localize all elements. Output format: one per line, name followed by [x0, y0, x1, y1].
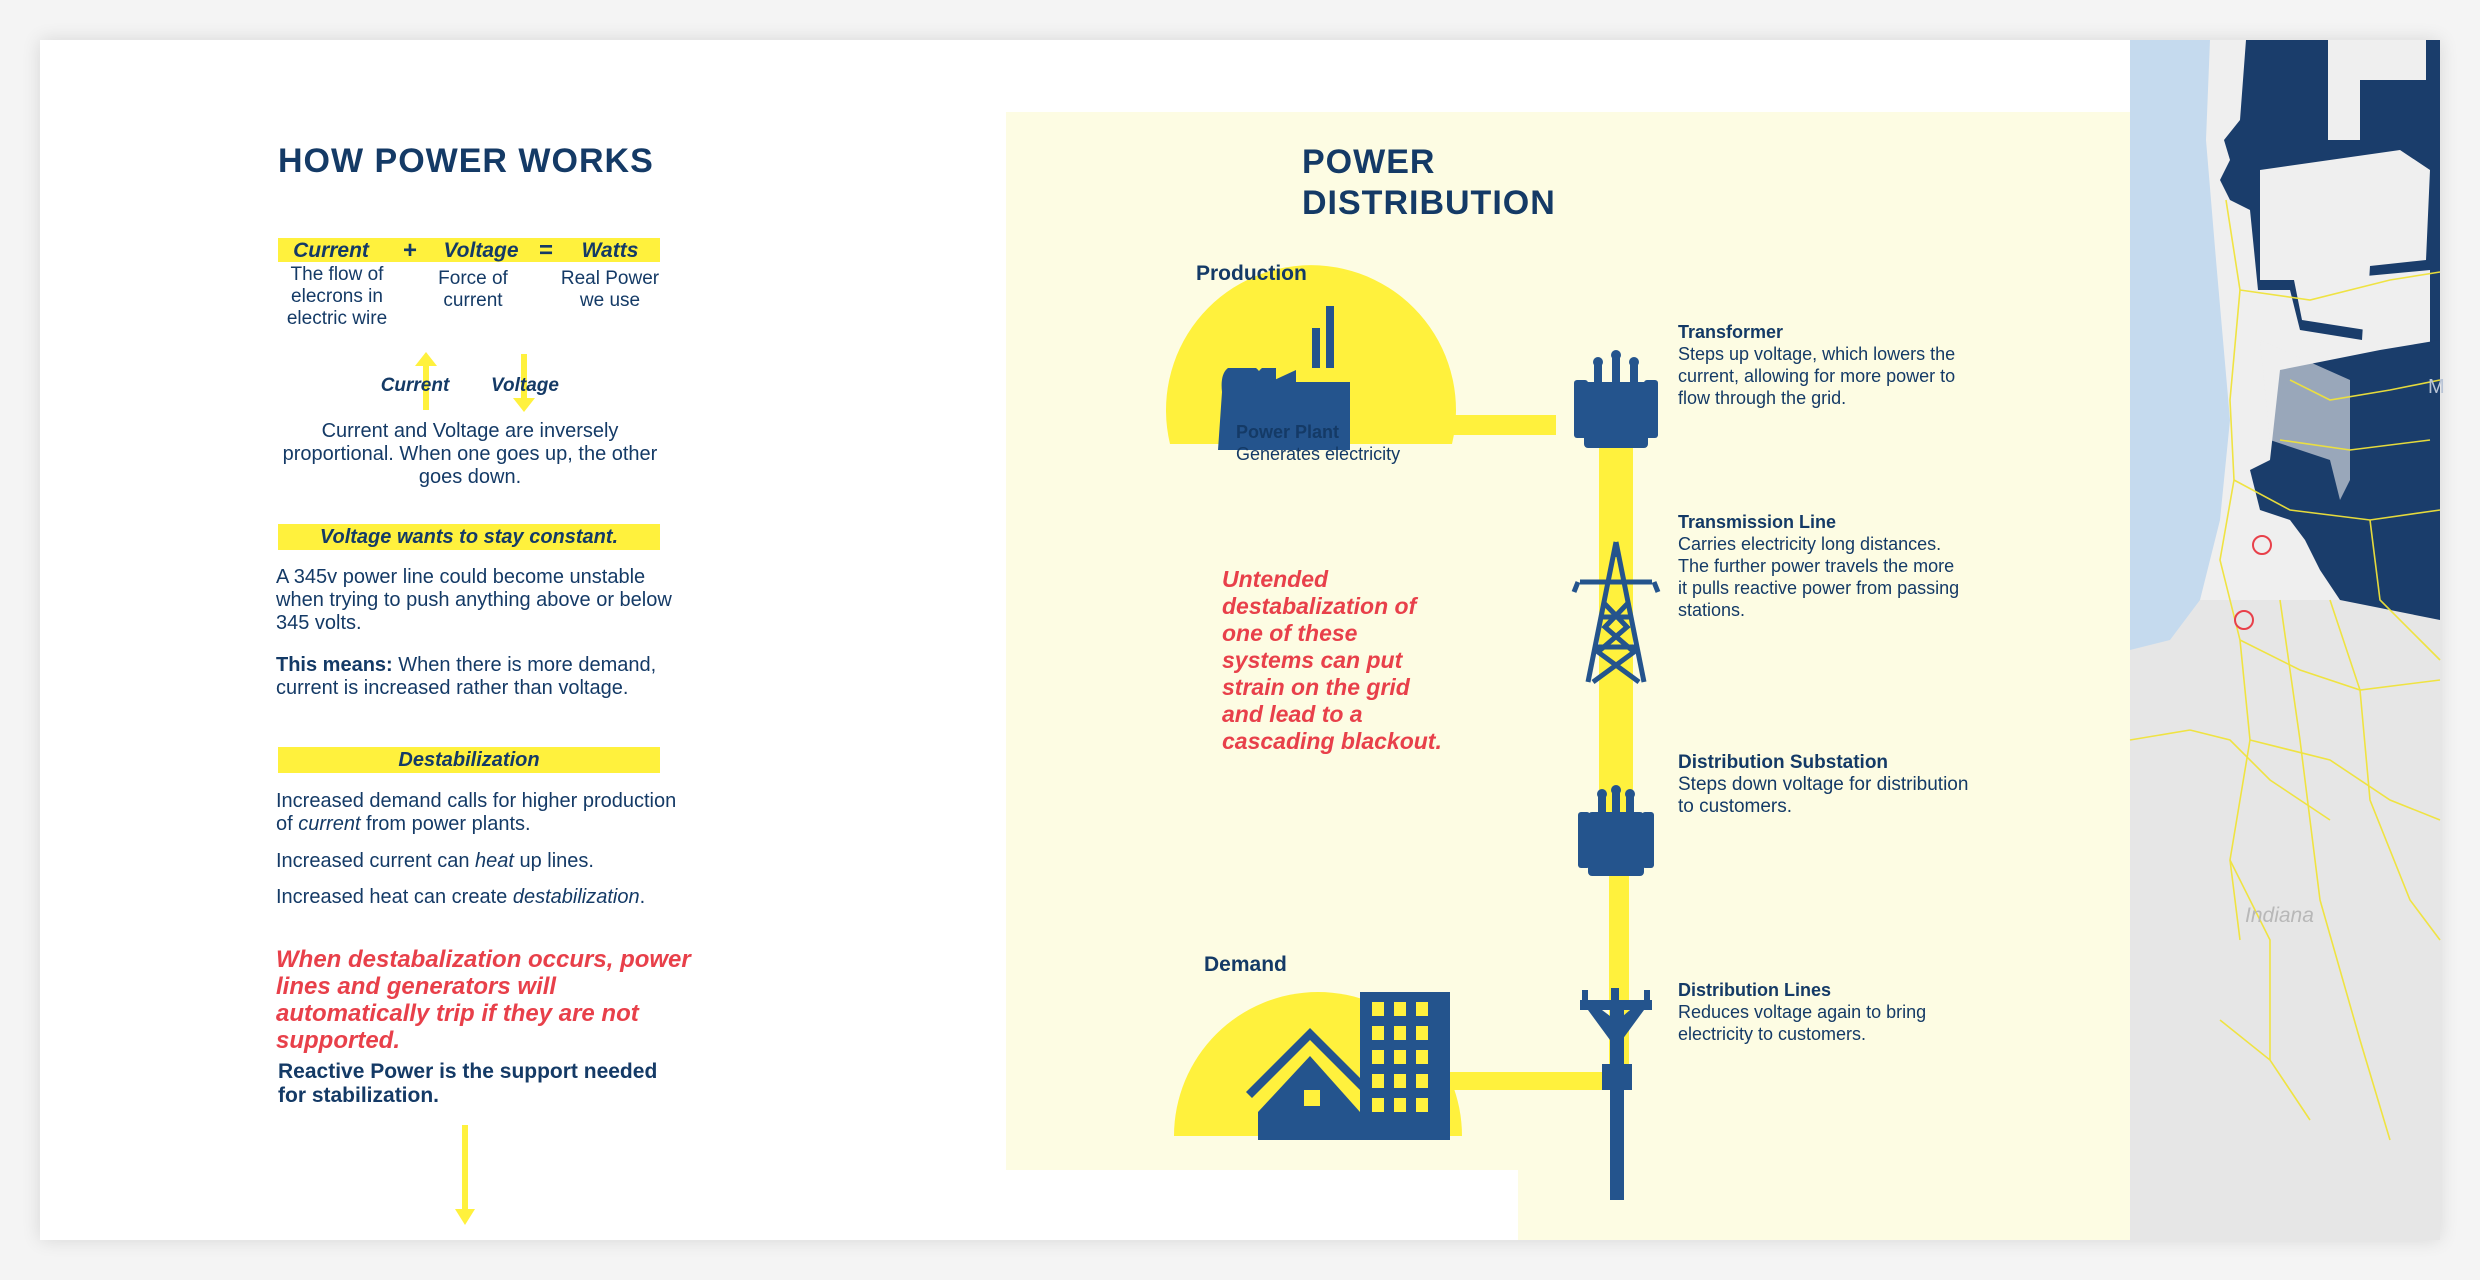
- reactive-power-text: Reactive Power is the support needed for stabilization.: [278, 1060, 658, 1107]
- power-plant-desc: Generates electricity: [1236, 444, 1401, 464]
- node-transformer-title: Transformer: [1678, 322, 1784, 342]
- map-partial-label: M: [2428, 376, 2445, 398]
- equation-equals: =: [538, 237, 553, 264]
- node-transmission-line: [1678, 512, 1968, 621]
- connector-demand: [1436, 1072, 1611, 1090]
- production-label: Production: [1196, 262, 1307, 285]
- connector-plant: [1446, 415, 1556, 435]
- constant-text: A 345v power line could become unstable when trying to push anything above or below 345 volts.: [276, 566, 672, 634]
- left-warning: When destabalization occurs, power lines and generators will automatically trip if they are not supported.: [276, 946, 691, 1054]
- destabilization-band: Destabilization: [278, 747, 660, 773]
- node-transformer: [1678, 322, 1978, 409]
- destab-line-3: Increased heat can create destabilization.: [276, 886, 646, 908]
- equation-watts: Watts: [581, 239, 639, 262]
- distribution-title-line-1: POWER: [1302, 143, 1436, 181]
- infographic-sheet: [40, 40, 2445, 1240]
- equation-voltage: Voltage: [443, 239, 519, 262]
- node-lines-title: Distribution Lines: [1678, 980, 1831, 1000]
- grid-map: [2130, 40, 2440, 1240]
- equation-plus: +: [402, 237, 417, 264]
- node-lines-desc: Reduces voltage again to bring electricity to customers.: [1678, 1002, 1927, 1044]
- transformer-icon: [1574, 350, 1658, 448]
- node-substation-title: Distribution Substation: [1678, 752, 1889, 773]
- inverse-current-label: Current: [380, 375, 450, 396]
- means-bold: This means:: [276, 654, 393, 676]
- panel-notch: [1006, 1170, 1518, 1240]
- means-body: When there is more demand, current is increased rather than voltage.: [276, 654, 657, 699]
- equation-current: Current: [293, 239, 369, 262]
- node-distribution-substation: [1678, 752, 1978, 818]
- distribution-warning: Untended destabalization of one of these systems can put strain on the grid and lead to a cascading blackout.: [1222, 566, 1442, 754]
- voltage-description: Force of current: [438, 268, 508, 311]
- map-indiana-label: Indiana: [2245, 904, 2314, 927]
- inverse-text: Current and Voltage are inversely proportional. When one goes up, the other goes down.: [282, 420, 658, 488]
- power-plant-title: Power Plant: [1236, 422, 1340, 442]
- arrow-down-icon: [450, 1125, 480, 1235]
- node-transformer-desc: Steps up voltage, which lowers the current, allowing for more power to flow through the grid.: [1678, 344, 1956, 408]
- substation-icon: [1578, 785, 1654, 876]
- node-transmission-title: Transmission Line: [1678, 512, 1837, 532]
- distribution-title-line-2: DISTRIBUTION: [1302, 184, 1556, 222]
- distribution-diagram: [1006, 112, 2170, 1170]
- node-distribution-lines: [1678, 980, 1978, 1045]
- means-text: [276, 654, 676, 700]
- distribution-pole-icon: [1580, 988, 1652, 1200]
- watts-description: Real Power we use: [560, 268, 660, 311]
- how-power-works-title: HOW POWER WORKS: [278, 142, 654, 180]
- inverse-voltage-label: Voltage: [491, 375, 559, 396]
- demand-label: Demand: [1204, 953, 1287, 976]
- current-description: The flow of elecrons in electric wire: [286, 264, 388, 329]
- constant-band: Voltage wants to stay constant.: [278, 524, 660, 550]
- node-transmission-desc: Carries electricity long distances. The further power travels the more it pulls reactive power from passing stations.: [1678, 534, 1960, 620]
- destab-line-1: Increased demand calls for higher production of current from power plants.: [276, 790, 677, 835]
- node-substation-desc: Steps down voltage for distribution to customers.: [1678, 774, 1969, 817]
- destab-line-2: Increased current can heat up lines.: [276, 850, 594, 872]
